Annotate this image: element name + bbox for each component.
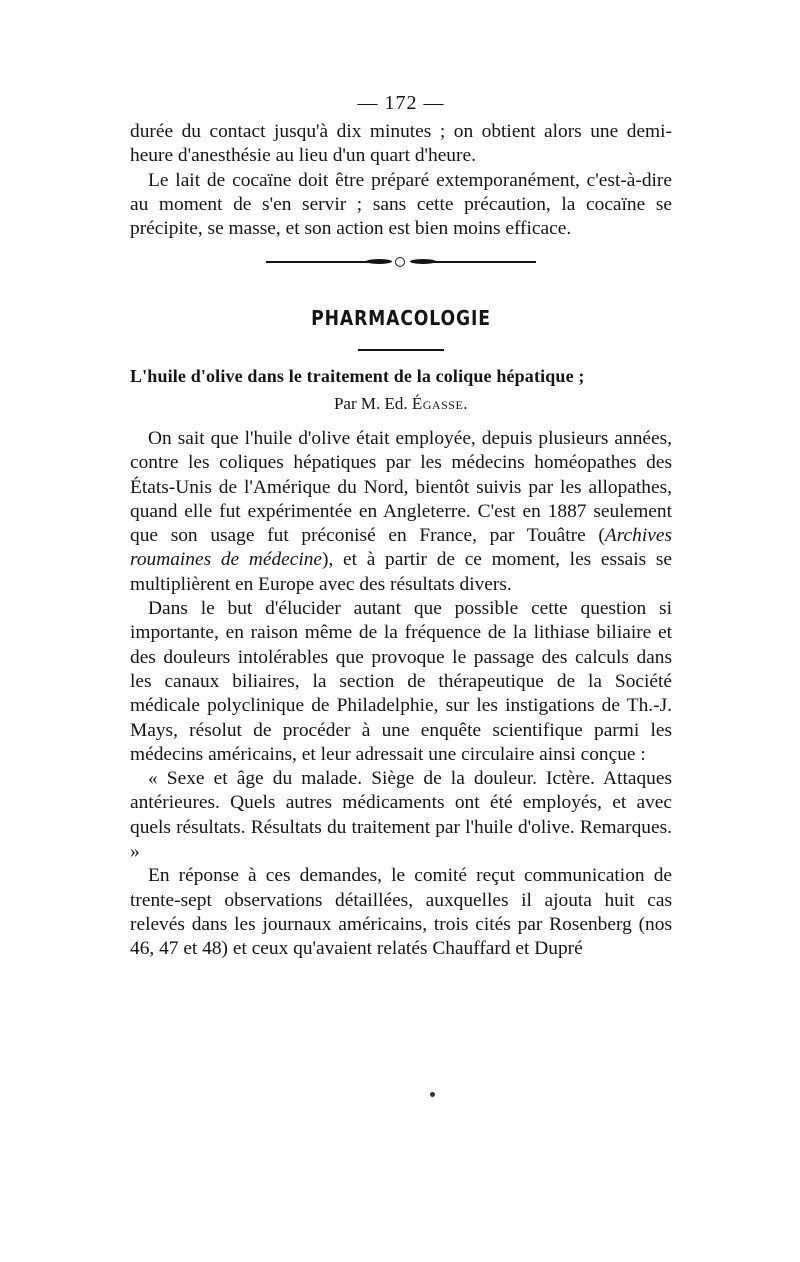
section-rule (358, 349, 444, 351)
page-number: — 172 — (357, 92, 445, 114)
body-paragraph-2: Dans le but d'élucider autant que possible cette question si importante, en raison même de la fréquence de la lithiase biliaire et des douleurs intolérables que provoque le passage des calculs dans les canaux biliaires, la section de thérapeutique de la Société médicale polyclinique de Philadelphie, sur les instigations de Th.-J. Mays, résolut de procéder à une enquête scientifique parmi les médecins américains, et leur adressait une circulaire ainsi conçue : (130, 598, 672, 765)
ornament-knot-icon (395, 257, 405, 267)
article-byline (130, 391, 672, 417)
byline-prefix: Par M. Ed. (333, 393, 412, 413)
ornament-divider (266, 255, 536, 269)
section-title: PHARMACOLOGIE (311, 306, 491, 331)
stray-ink-dot (430, 1092, 435, 1097)
body-paragraph-1 (130, 427, 672, 597)
ornament-swell-left (366, 259, 392, 264)
body-paragraph-4: En réponse à ces demandes, le comité reçut communication de trente-sept observations détaillées, auxquelles il ajouta huit cas relevés dans les journaux américains, trois cités par Rosenberg (nos 46, 47 et 48) et ceux qu'avaient relatés Chauffard et Dupré (130, 865, 672, 960)
body-paragraph-3: « Sexe et âge du malade. Siège de la douleur. Ictère. Attaques antérieures. Quels autres médicaments ont été employés, et avec quels résultats. Résultats du traitement par l'huile d'olive. Remarques. » (130, 768, 672, 863)
body-paragraph-1-end: ), et à partir de ce moment, les essais se multiplièrent en Europe avec des résultats divers. (130, 549, 672, 595)
article-title: L'huile d'olive dans le traitement de la colique hépatique ; (130, 365, 585, 386)
body-paragraph-1-start: On sait que l'huile d'olive était employée, depuis plusieurs années, contre les coliques hépatiques par les médecins homéopathes des États-Unis de l'Amérique du Nord, bientôt suivis par les allopathes, quand elle fut expérimentée en Angleterre. C'est en 1887 seulement que son usage fut préconisé en France, par Touâtre ( (130, 427, 672, 547)
journal-title: Archives roumaines de médecine (130, 525, 672, 571)
intro-paragraph-2: Le lait de cocaïne doit être préparé extemporanément, c'est-à-dire au moment de s'en servir ; sans cette précaution, la cocaïne se précipite, se masse, et son action est bien moins efficace. (130, 169, 672, 240)
intro-paragraph-1: durée du contact jusqu'à dix minutes ; on obtient alors une demi-heure d'anesthésie au lieu d'un quart d'heure. (130, 121, 672, 167)
page (130, 86, 672, 962)
ornament-line-right (416, 261, 536, 263)
byline-author: Égasse. (411, 393, 469, 413)
